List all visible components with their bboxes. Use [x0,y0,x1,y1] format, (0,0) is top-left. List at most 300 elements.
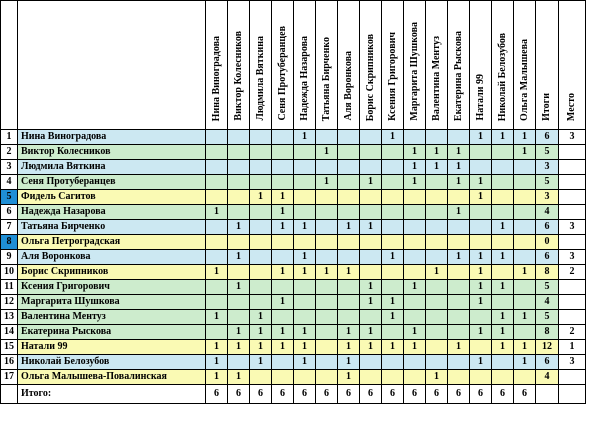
row-name[interactable]: Борис Скрипников [18,265,206,280]
row-total[interactable]: 5 [536,145,559,160]
vote-cell[interactable]: 1 [228,370,250,385]
vote-cell[interactable]: 1 [448,160,470,175]
footer-total[interactable]: 6 [316,385,338,404]
vote-cell[interactable]: 1 [272,205,294,220]
row-total[interactable]: 8 [536,265,559,280]
vote-cell[interactable]: 1 [294,340,316,355]
vote-cell[interactable]: 1 [316,145,338,160]
vote-cell[interactable]: 1 [338,370,360,385]
row-total[interactable]: 6 [536,130,559,145]
vote-cell[interactable] [338,205,360,220]
vote-cell[interactable] [250,280,272,295]
row-place[interactable] [559,370,586,385]
row-name[interactable]: Людмила Вяткина [18,160,206,175]
vote-cell[interactable] [206,280,228,295]
row-name[interactable]: Ольга Петроградская [18,235,206,250]
column-header[interactable] [470,1,492,130]
vote-cell[interactable] [360,310,382,325]
vote-cell[interactable]: 1 [470,295,492,310]
vote-cell[interactable] [338,235,360,250]
vote-cell[interactable] [250,130,272,145]
vote-cell[interactable] [272,355,294,370]
column-header[interactable] [272,1,294,130]
footer-total[interactable]: 6 [228,385,250,404]
vote-cell[interactable] [294,205,316,220]
vote-cell[interactable]: 1 [426,145,448,160]
vote-cell[interactable] [228,310,250,325]
row-total[interactable]: 6 [536,355,559,370]
vote-cell[interactable]: 1 [470,280,492,295]
vote-cell[interactable] [338,280,360,295]
row-place[interactable]: 3 [559,355,586,370]
vote-cell[interactable]: 1 [360,175,382,190]
vote-cell[interactable] [382,145,404,160]
vote-cell[interactable]: 1 [514,265,536,280]
vote-cell[interactable]: 1 [228,250,250,265]
column-header[interactable] [338,1,360,130]
row-number[interactable]: 1 [1,130,18,145]
row-name[interactable]: Ольга Малышева-Повалинская [18,370,206,385]
vote-cell[interactable] [338,160,360,175]
vote-cell[interactable] [492,370,514,385]
vote-cell[interactable]: 1 [360,340,382,355]
row-name[interactable]: Сеня Протуберанцев [18,175,206,190]
vote-cell[interactable]: 1 [426,265,448,280]
vote-cell[interactable] [250,265,272,280]
vote-cell[interactable]: 1 [426,370,448,385]
vote-cell[interactable]: 1 [448,340,470,355]
vote-cell[interactable] [316,130,338,145]
footer-total[interactable]: 6 [382,385,404,404]
vote-cell[interactable] [250,160,272,175]
row-total[interactable]: 5 [536,175,559,190]
vote-cell[interactable]: 1 [338,220,360,235]
row-name[interactable]: Фидель Сагитов [18,190,206,205]
vote-cell[interactable]: 1 [250,310,272,325]
vote-cell[interactable]: 1 [228,325,250,340]
vote-cell[interactable] [250,175,272,190]
vote-cell[interactable] [294,310,316,325]
vote-cell[interactable] [206,145,228,160]
vote-cell[interactable] [514,370,536,385]
vote-cell[interactable]: 1 [294,220,316,235]
vote-cell[interactable] [272,235,294,250]
row-place[interactable] [559,190,586,205]
row-name[interactable]: Аля Воронкова [18,250,206,265]
vote-cell[interactable]: 1 [272,265,294,280]
vote-cell[interactable]: 1 [360,325,382,340]
vote-cell[interactable] [514,295,536,310]
row-name[interactable]: Надежда Назарова [18,205,206,220]
row-name[interactable]: Валентина Ментуз [18,310,206,325]
vote-cell[interactable] [514,205,536,220]
vote-cell[interactable] [228,235,250,250]
vote-cell[interactable] [360,160,382,175]
column-header[interactable] [206,1,228,130]
row-name[interactable]: Нина Виноградова [18,130,206,145]
vote-cell[interactable] [338,130,360,145]
row-number[interactable]: 15 [1,340,18,355]
vote-cell[interactable] [250,295,272,310]
vote-cell[interactable]: 1 [272,325,294,340]
vote-cell[interactable] [448,130,470,145]
vote-cell[interactable] [404,370,426,385]
vote-cell[interactable]: 1 [426,160,448,175]
vote-cell[interactable]: 1 [206,205,228,220]
column-header[interactable] [426,1,448,130]
vote-cell[interactable] [492,175,514,190]
vote-cell[interactable] [470,340,492,355]
row-name[interactable]: Николай Белозубов [18,355,206,370]
vote-cell[interactable]: 1 [338,355,360,370]
vote-cell[interactable] [426,130,448,145]
row-place[interactable]: 2 [559,265,586,280]
vote-cell[interactable] [514,325,536,340]
vote-cell[interactable] [338,190,360,205]
vote-cell[interactable] [228,190,250,205]
vote-cell[interactable] [426,325,448,340]
vote-cell[interactable] [360,250,382,265]
vote-cell[interactable]: 1 [492,220,514,235]
vote-cell[interactable] [470,205,492,220]
vote-cell[interactable] [382,265,404,280]
row-number[interactable]: 3 [1,160,18,175]
vote-cell[interactable]: 1 [272,340,294,355]
vote-cell[interactable] [404,250,426,265]
vote-cell[interactable] [250,205,272,220]
vote-cell[interactable] [250,220,272,235]
vote-cell[interactable] [404,205,426,220]
vote-cell[interactable] [470,235,492,250]
vote-cell[interactable] [382,325,404,340]
vote-cell[interactable]: 1 [492,310,514,325]
vote-cell[interactable] [360,205,382,220]
column-header[interactable] [294,1,316,130]
row-total[interactable]: 12 [536,340,559,355]
row-number[interactable]: 4 [1,175,18,190]
vote-cell[interactable] [338,295,360,310]
place-header[interactable] [559,1,586,130]
vote-cell[interactable] [382,175,404,190]
vote-cell[interactable] [316,340,338,355]
vote-cell[interactable]: 1 [404,145,426,160]
footer-empty[interactable] [559,385,586,404]
vote-cell[interactable] [382,220,404,235]
vote-cell[interactable] [404,235,426,250]
row-place[interactable] [559,160,586,175]
vote-cell[interactable] [206,130,228,145]
vote-cell[interactable] [426,250,448,265]
vote-cell[interactable]: 1 [294,250,316,265]
vote-cell[interactable] [272,370,294,385]
row-total[interactable]: 8 [536,325,559,340]
vote-cell[interactable] [382,370,404,385]
footer-total[interactable]: 6 [404,385,426,404]
vote-cell[interactable] [382,280,404,295]
vote-cell[interactable] [448,220,470,235]
vote-cell[interactable]: 1 [228,220,250,235]
vote-cell[interactable] [404,220,426,235]
vote-cell[interactable] [470,310,492,325]
row-name[interactable]: Виктор Колесников [18,145,206,160]
vote-cell[interactable] [514,160,536,175]
column-header[interactable] [448,1,470,130]
vote-cell[interactable]: 1 [492,340,514,355]
vote-cell[interactable] [316,190,338,205]
vote-cell[interactable] [448,265,470,280]
vote-cell[interactable] [404,190,426,205]
row-name[interactable]: Екатерина Рыскова [18,325,206,340]
row-name[interactable]: Натали 99 [18,340,206,355]
vote-cell[interactable] [316,325,338,340]
row-place[interactable] [559,310,586,325]
row-number[interactable]: 10 [1,265,18,280]
row-total[interactable]: 0 [536,235,559,250]
vote-cell[interactable]: 1 [382,250,404,265]
vote-cell[interactable] [206,175,228,190]
vote-cell[interactable]: 1 [338,340,360,355]
row-number[interactable]: 16 [1,355,18,370]
vote-cell[interactable] [448,370,470,385]
vote-cell[interactable] [272,130,294,145]
vote-cell[interactable] [338,310,360,325]
vote-cell[interactable] [426,190,448,205]
row-number[interactable]: 2 [1,145,18,160]
column-header[interactable] [250,1,272,130]
row-place[interactable]: 3 [559,130,586,145]
row-place[interactable] [559,295,586,310]
vote-cell[interactable] [404,295,426,310]
vote-cell[interactable] [316,235,338,250]
vote-cell[interactable] [382,235,404,250]
footer-corner[interactable] [1,385,18,404]
vote-cell[interactable] [316,355,338,370]
vote-cell[interactable]: 1 [404,175,426,190]
vote-cell[interactable]: 1 [514,355,536,370]
vote-cell[interactable]: 1 [382,310,404,325]
vote-cell[interactable] [360,235,382,250]
vote-cell[interactable]: 1 [448,250,470,265]
footer-total[interactable]: 6 [338,385,360,404]
vote-cell[interactable] [316,310,338,325]
row-total[interactable]: 5 [536,310,559,325]
vote-cell[interactable]: 1 [470,265,492,280]
vote-cell[interactable] [294,190,316,205]
column-header[interactable] [382,1,404,130]
row-place[interactable] [559,280,586,295]
vote-cell[interactable]: 1 [206,370,228,385]
vote-cell[interactable]: 1 [250,355,272,370]
vote-cell[interactable]: 1 [470,130,492,145]
corner-cell[interactable] [1,1,18,130]
vote-cell[interactable] [492,295,514,310]
vote-cell[interactable] [382,205,404,220]
vote-cell[interactable]: 1 [404,160,426,175]
vote-cell[interactable] [382,355,404,370]
vote-cell[interactable]: 1 [470,190,492,205]
footer-total[interactable]: 6 [514,385,536,404]
vote-cell[interactable] [492,190,514,205]
vote-cell[interactable] [382,160,404,175]
row-number[interactable]: 6 [1,205,18,220]
row-number[interactable]: 7 [1,220,18,235]
vote-cell[interactable] [294,175,316,190]
vote-cell[interactable] [426,280,448,295]
footer-total[interactable]: 6 [426,385,448,404]
row-total[interactable]: 4 [536,205,559,220]
vote-cell[interactable] [338,250,360,265]
vote-cell[interactable]: 1 [382,295,404,310]
vote-cell[interactable] [294,280,316,295]
vote-cell[interactable]: 1 [316,265,338,280]
vote-cell[interactable]: 1 [470,250,492,265]
vote-cell[interactable] [272,250,294,265]
footer-label[interactable]: Итого: [18,385,206,404]
vote-cell[interactable] [492,265,514,280]
row-total[interactable]: 3 [536,190,559,205]
vote-cell[interactable] [470,145,492,160]
row-place[interactable] [559,145,586,160]
vote-cell[interactable] [448,355,470,370]
vote-cell[interactable] [426,340,448,355]
row-total[interactable]: 6 [536,250,559,265]
vote-cell[interactable] [272,145,294,160]
footer-total[interactable]: 6 [470,385,492,404]
row-place[interactable]: 2 [559,325,586,340]
vote-cell[interactable] [360,130,382,145]
vote-cell[interactable]: 1 [206,310,228,325]
vote-cell[interactable] [470,160,492,175]
vote-cell[interactable] [492,160,514,175]
vote-cell[interactable]: 1 [470,325,492,340]
vote-cell[interactable] [360,265,382,280]
row-number[interactable]: 12 [1,295,18,310]
vote-cell[interactable]: 1 [250,325,272,340]
vote-cell[interactable] [250,145,272,160]
row-number[interactable]: 14 [1,325,18,340]
vote-cell[interactable]: 1 [272,295,294,310]
row-place[interactable]: 3 [559,250,586,265]
vote-cell[interactable] [360,190,382,205]
vote-cell[interactable] [316,220,338,235]
vote-cell[interactable] [404,265,426,280]
vote-cell[interactable] [448,310,470,325]
vote-cell[interactable]: 1 [228,340,250,355]
footer-total[interactable]: 6 [294,385,316,404]
vote-cell[interactable]: 1 [404,325,426,340]
vote-cell[interactable] [272,175,294,190]
footer-total[interactable]: 6 [448,385,470,404]
vote-cell[interactable] [404,355,426,370]
vote-cell[interactable]: 1 [514,130,536,145]
vote-cell[interactable] [316,295,338,310]
vote-cell[interactable] [294,235,316,250]
vote-cell[interactable] [514,250,536,265]
vote-cell[interactable] [294,370,316,385]
vote-cell[interactable] [228,130,250,145]
row-number[interactable]: 9 [1,250,18,265]
row-place[interactable]: 1 [559,340,586,355]
row-total[interactable]: 6 [536,220,559,235]
vote-cell[interactable]: 1 [470,355,492,370]
vote-cell[interactable] [514,220,536,235]
vote-cell[interactable]: 1 [294,355,316,370]
vote-cell[interactable] [294,295,316,310]
vote-cell[interactable] [426,205,448,220]
vote-cell[interactable] [206,160,228,175]
vote-cell[interactable] [206,190,228,205]
vote-cell[interactable]: 1 [294,130,316,145]
vote-cell[interactable]: 1 [316,175,338,190]
vote-cell[interactable] [360,355,382,370]
vote-cell[interactable] [272,310,294,325]
column-header[interactable] [492,1,514,130]
vote-cell[interactable] [294,145,316,160]
vote-cell[interactable]: 1 [448,145,470,160]
vote-cell[interactable]: 1 [492,325,514,340]
vote-cell[interactable]: 1 [360,220,382,235]
row-name[interactable]: Маргарита Шушкова [18,295,206,310]
vote-cell[interactable] [426,235,448,250]
vote-cell[interactable] [228,160,250,175]
vote-cell[interactable] [338,145,360,160]
row-total[interactable]: 5 [536,280,559,295]
vote-cell[interactable]: 1 [514,145,536,160]
vote-cell[interactable]: 1 [404,340,426,355]
footer-total[interactable]: 6 [206,385,228,404]
row-number[interactable]: 11 [1,280,18,295]
column-header[interactable] [360,1,382,130]
row-name[interactable]: Татьяна Бирченко [18,220,206,235]
vote-cell[interactable] [448,325,470,340]
vote-cell[interactable] [360,145,382,160]
vote-cell[interactable] [206,325,228,340]
vote-cell[interactable] [426,310,448,325]
vote-cell[interactable]: 1 [206,355,228,370]
vote-cell[interactable] [492,145,514,160]
vote-cell[interactable]: 1 [404,280,426,295]
vote-cell[interactable] [316,160,338,175]
vote-cell[interactable]: 1 [206,265,228,280]
total-header[interactable] [536,1,559,130]
vote-cell[interactable]: 1 [250,340,272,355]
vote-cell[interactable] [514,190,536,205]
vote-cell[interactable] [492,355,514,370]
vote-cell[interactable] [514,175,536,190]
vote-cell[interactable] [448,235,470,250]
row-place[interactable] [559,235,586,250]
vote-cell[interactable]: 1 [338,265,360,280]
vote-cell[interactable]: 1 [514,310,536,325]
vote-cell[interactable]: 1 [272,190,294,205]
vote-cell[interactable] [404,310,426,325]
vote-cell[interactable] [272,160,294,175]
vote-cell[interactable] [514,280,536,295]
vote-cell[interactable]: 1 [514,340,536,355]
vote-cell[interactable] [228,295,250,310]
row-number[interactable]: 17 [1,370,18,385]
vote-cell[interactable] [470,220,492,235]
row-number[interactable]: 13 [1,310,18,325]
vote-cell[interactable] [470,370,492,385]
vote-cell[interactable]: 1 [492,250,514,265]
corner-cell-name[interactable] [18,1,206,130]
vote-cell[interactable] [514,235,536,250]
footer-total[interactable]: 6 [492,385,514,404]
vote-cell[interactable] [250,370,272,385]
vote-cell[interactable] [448,295,470,310]
row-name[interactable]: Ксения Григорович [18,280,206,295]
